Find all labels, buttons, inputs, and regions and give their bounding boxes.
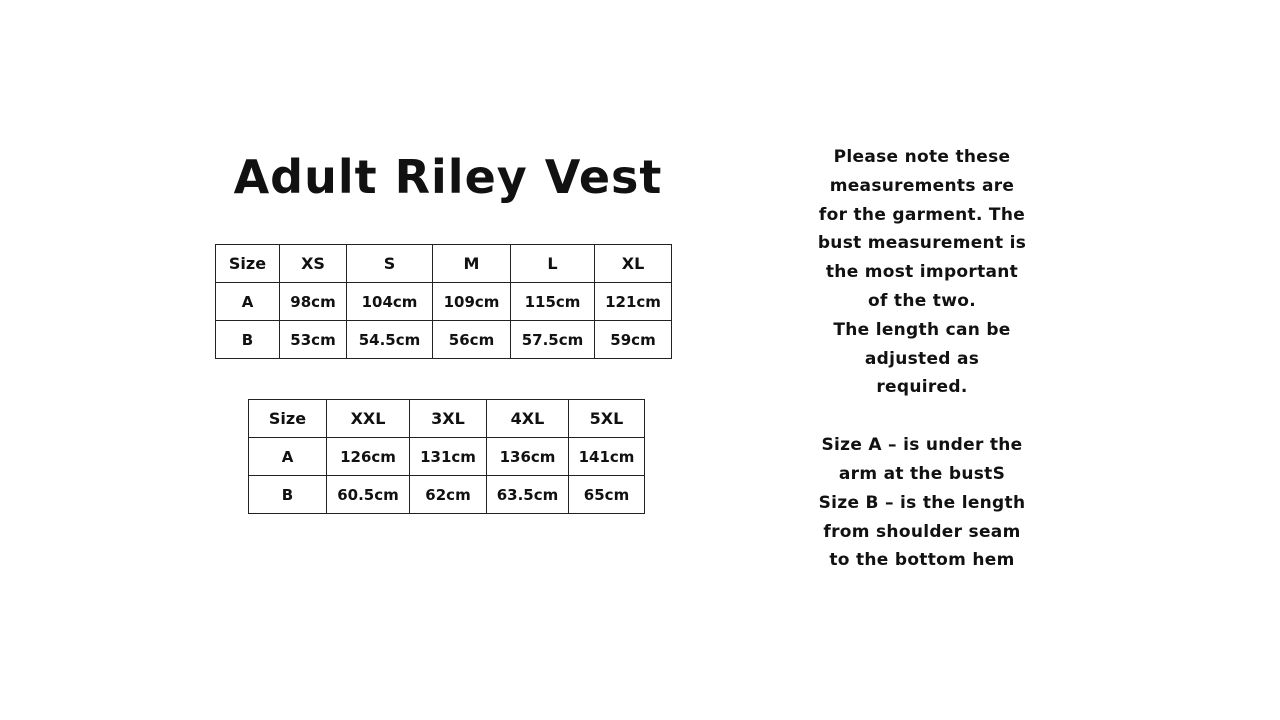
table-cell: 109cm xyxy=(433,283,511,321)
header-cell: Size xyxy=(249,400,327,438)
table-cell: 104cm xyxy=(347,283,433,321)
table-cell: 65cm xyxy=(569,476,645,514)
table-cell: 131cm xyxy=(410,438,487,476)
header-cell: XXL xyxy=(327,400,410,438)
table-header-row xyxy=(216,245,672,283)
table-cell: 56cm xyxy=(433,321,511,359)
header-cell: Size xyxy=(216,245,280,283)
header-cell: 3XL xyxy=(410,400,487,438)
header-cell: XL xyxy=(595,245,672,283)
table-row xyxy=(249,476,645,514)
table-header-row xyxy=(249,400,645,438)
table-row xyxy=(216,283,672,321)
table-row xyxy=(249,438,645,476)
table-cell: 121cm xyxy=(595,283,672,321)
page-title: Adult Riley Vest xyxy=(233,150,663,204)
notes-paragraph-garment: Please note these measurements are for the garment. The bust measurement is the most important of the two. The length can be adjusted as required. xyxy=(817,147,1027,398)
row-label: B xyxy=(249,476,327,514)
header-cell: 4XL xyxy=(487,400,569,438)
table-cell: 115cm xyxy=(511,283,595,321)
header-cell: L xyxy=(511,245,595,283)
table-cell: 53cm xyxy=(280,321,347,359)
header-cell: 5XL xyxy=(569,400,645,438)
table-row xyxy=(216,321,672,359)
size-table-small xyxy=(215,244,672,359)
table-cell: 98cm xyxy=(280,283,347,321)
notes-spacer xyxy=(796,402,1048,431)
notes-paragraph-sizes: Size A – is under the arm at the bustS Size B – is the length from shoulder seam to the bottom hem xyxy=(818,435,1026,571)
table-cell: 136cm xyxy=(487,438,569,476)
table-cell: 57.5cm xyxy=(511,321,595,359)
measurement-notes xyxy=(796,143,1048,575)
header-cell: S xyxy=(347,245,433,283)
table-cell: 63.5cm xyxy=(487,476,569,514)
table-cell: 126cm xyxy=(327,438,410,476)
header-cell: M xyxy=(433,245,511,283)
table-cell: 60.5cm xyxy=(327,476,410,514)
header-cell: XS xyxy=(280,245,347,283)
size-table-large xyxy=(248,399,645,514)
table-cell: 54.5cm xyxy=(347,321,433,359)
row-label: B xyxy=(216,321,280,359)
row-label: A xyxy=(249,438,327,476)
row-label: A xyxy=(216,283,280,321)
table-cell: 141cm xyxy=(569,438,645,476)
table-cell: 59cm xyxy=(595,321,672,359)
table-cell: 62cm xyxy=(410,476,487,514)
